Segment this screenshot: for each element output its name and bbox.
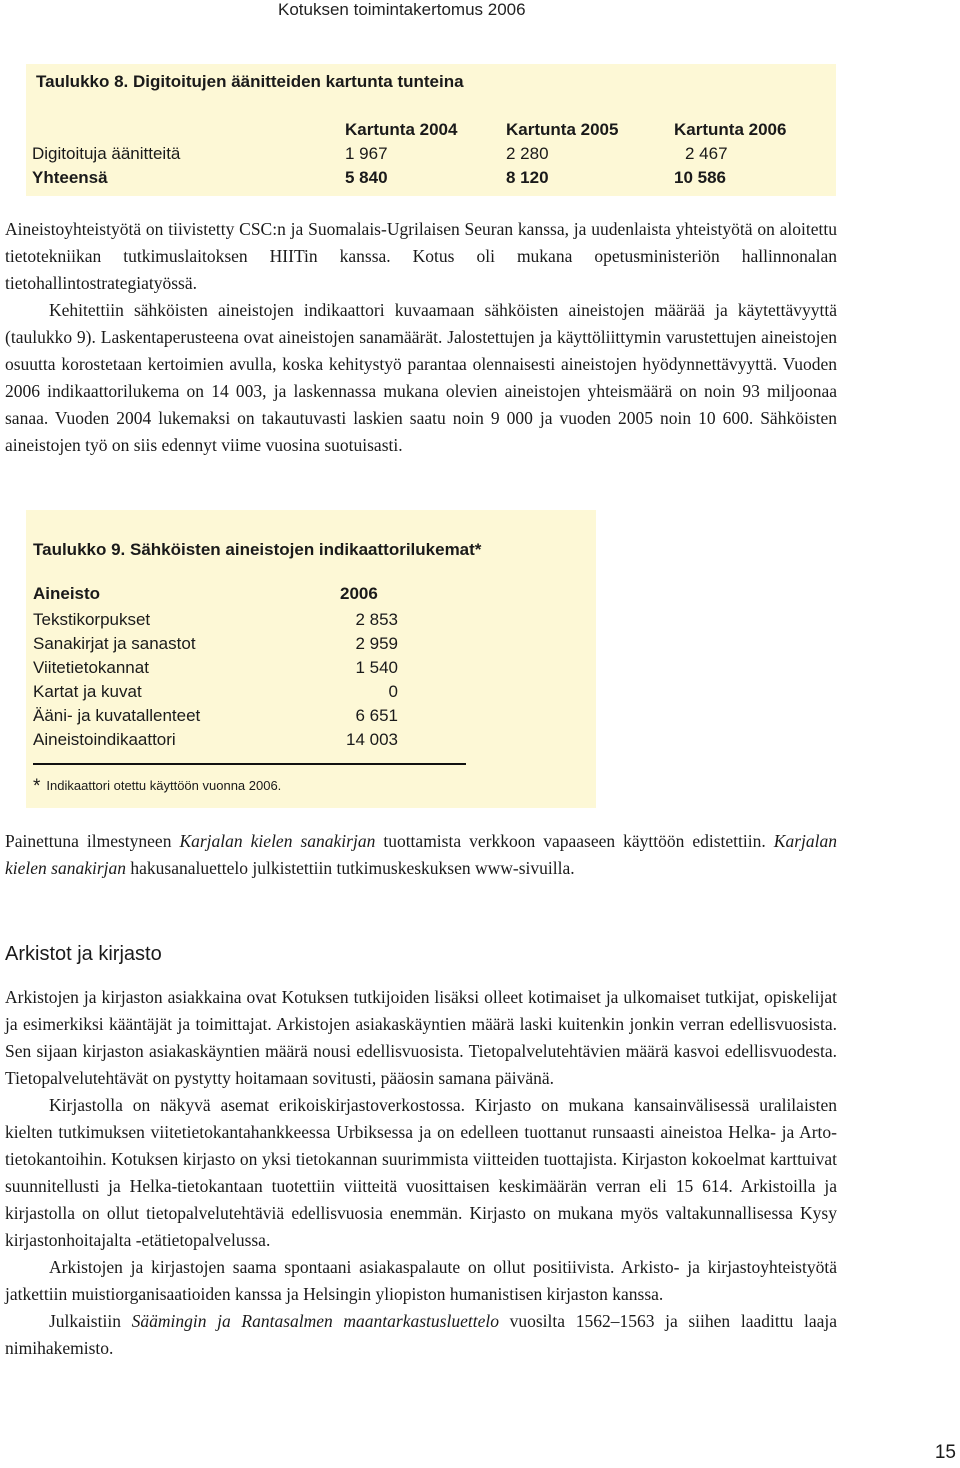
table-row <box>33 634 398 658</box>
table-8 <box>26 64 836 196</box>
body-text-block-3 <box>5 984 837 1362</box>
paragraph: Arkistojen ja kirjaston asiakkaina ovat Kotuksen tutkijoiden lisäksi olleet kotimaiset ja ulkomaiset tutkijat, opiskelijat ja esimerkiksi kääntäjät ja toimittajat. Arkistojen asiakaskäyntien määrä laski kuitenkin jonkin verran edellisvuosista. Sen sijaan kirjaston asiakaskäyntien määrä nousi edellisvuosista. Tietopalvelutehtävien määrä kasvoi edellisvuodesta. Tietopalvelutehtävät on pystytty hoitamaan sovitusti, pääosin samana päivänä. <box>5 987 837 1088</box>
table-9 <box>26 510 596 808</box>
paragraph: Kehitettiin sähköisten aineistojen indikaattori kuvaamaan sähköisten aineistojen määrää ja käytettävyyttä (taulukko 9). Laskentaperusteena ovat aineistojen sanamäärät. Jalostettujen ja käyttöliittymin varustettujen aineistojen osuutta korostetaan kertoimien avulla, koska kehitystyö parantaa olennaisesti aineistojen hyödynnettävyyttä. Vuoden 2006 indikaattorilukema on 14 003, ja laskennassa mukana olevien aineistojen yhteismäärä on noin 93 miljoonaa sanaa. Vuoden 2004 lukemaksi on takautuvasti laskien saatu noin 9 000 ja vuoden 2005 noin 10 600. Sähköisten aineistojen työ on siis edennyt viime vuosina suotuisasti. <box>5 300 837 455</box>
body-text-block-2 <box>5 828 837 882</box>
row-label: Ääni- ja kuvatallenteet <box>33 706 201 725</box>
table-8-row-label: Yhteensä <box>32 168 108 187</box>
row-label: Aineistoindikaattori <box>33 730 176 749</box>
paragraph: Arkistojen ja kirjastojen saama spontaani asiakaspalaute on ollut positiivista. Arkisto- ja kirjastoyhteistyötä jatkettiin muistiorganisaatioiden kanssa ja Helsingin yliopiston humanistisen kirjaston kanssa. <box>5 1257 837 1304</box>
paragraph: Aineistoyhteistyötä on tiivistetty CSC:n ja Suomalais-Ugrilaisen Seuran kanssa, ja uudenlaista yhteistyötä on aloitettu tietotekniikan tutkimuslaitoksen HIITin kanssa. Kotus oli mukana opetusministeriön hallinnonalan tietohallintostrategiatyössä. <box>5 219 837 293</box>
table-8-cell: 2 280 <box>506 144 549 163</box>
row-value: 6 651 <box>355 706 398 725</box>
section-heading: Arkistot ja kirjasto <box>5 943 162 965</box>
book-title: Karjalan kielen sanakirjan <box>5 831 837 878</box>
footnote-text: Indikaattori otettu käyttöön vuonna 2006. <box>46 778 282 793</box>
table-8-header-2004: Kartunta 2004 <box>345 120 458 139</box>
running-head: Kotuksen toimintakertomus 2006 <box>278 0 526 19</box>
paragraph: Julkaistiin Säämingin ja Rantasalmen maantarkastusluettelo vuosilta 1562–1563 ja siihen laadittu laaja nimihakemisto. <box>5 1311 837 1358</box>
row-label: Viitetietokannat <box>33 658 149 677</box>
table-9-header-year: 2006 <box>340 584 378 603</box>
row-value: 0 <box>388 682 398 701</box>
table-row <box>33 658 398 682</box>
table-8-row-label: Digitoituja äänitteitä <box>32 144 181 163</box>
row-label: Tekstikorpukset <box>33 610 151 629</box>
table-8-header-2006: Kartunta 2006 <box>674 120 787 139</box>
table-9-header-aineisto: Aineisto <box>33 584 101 603</box>
table-row <box>33 682 398 706</box>
publication-title: Säämingin ja Rantasalmen maantarkastusluettelo <box>131 1311 499 1331</box>
table-8-header-2005: Kartunta 2005 <box>506 120 619 139</box>
table-9-title: Taulukko 9. Sähköisten aineistojen indikaattorilukemat* <box>33 540 482 559</box>
table-8-cell: 1 967 <box>345 144 388 163</box>
body-text-block-1 <box>5 216 837 459</box>
table-9-footnote <box>33 776 281 798</box>
footnote-marker: * <box>33 776 41 797</box>
table-row <box>33 706 398 730</box>
table-8-cell: 8 120 <box>506 168 549 187</box>
row-value: 2 959 <box>355 634 398 653</box>
row-value: 1 540 <box>355 658 398 677</box>
page-number: 15 <box>934 1442 956 1463</box>
table-8-cell: 2 467 <box>685 144 728 163</box>
paragraph: Kirjastolla on näkyvä asemat erikoiskirjastoverkostossa. Kirjasto on mukana kansainvälisessä uralilaisten kielten tutkimuksen viitetietokantahankkeessa Urbiksessa ja on edelleen tuottanut runsaasti aineistoa Helka- ja Arto-tietokantoihin. Kotuksen kirjasto on yksi tietokannan suurimmista viitteiden tuottajista. Kirjaston kokoelmat karttuivat suunnitellusti ja Helka-tietokantaan tuotettiin viitteitä vuosittaisen keskimäärän verran eli 15 614. Arkistoilla ja kirjastolla on ollut tietopalvelutehtäviä edellisvuosia enemmän. Kirjasto on mukana myös valtakunnallisessa Kysy kirjastonhoitajalta -etätietopalvelussa. <box>5 1095 837 1250</box>
paragraph: Painettuna ilmestyneen Karjalan kielen sanakirjan tuottamista verkkoon vapaaseen käyttöön edistettiin. Karjalan kielen sanakirjan hakusanaluettelo julkistettiin tutkimuskeskuksen www-sivuilla. <box>5 831 837 878</box>
table-8-title: Taulukko 8. Digitoitujen äänitteiden kartunta tunteina <box>36 72 464 91</box>
table-row <box>33 730 398 754</box>
row-label: Kartat ja kuvat <box>33 682 142 701</box>
book-title: Karjalan kielen sanakirjan <box>179 831 376 851</box>
table-rule <box>33 763 466 765</box>
table-8-cell: 5 840 <box>345 168 388 187</box>
row-value: 2 853 <box>355 610 398 629</box>
table-row <box>33 610 398 634</box>
table-8-cell: 10 586 <box>674 168 726 187</box>
row-label: Sanakirjat ja sanastot <box>33 634 196 653</box>
row-value: 14 003 <box>346 730 398 749</box>
